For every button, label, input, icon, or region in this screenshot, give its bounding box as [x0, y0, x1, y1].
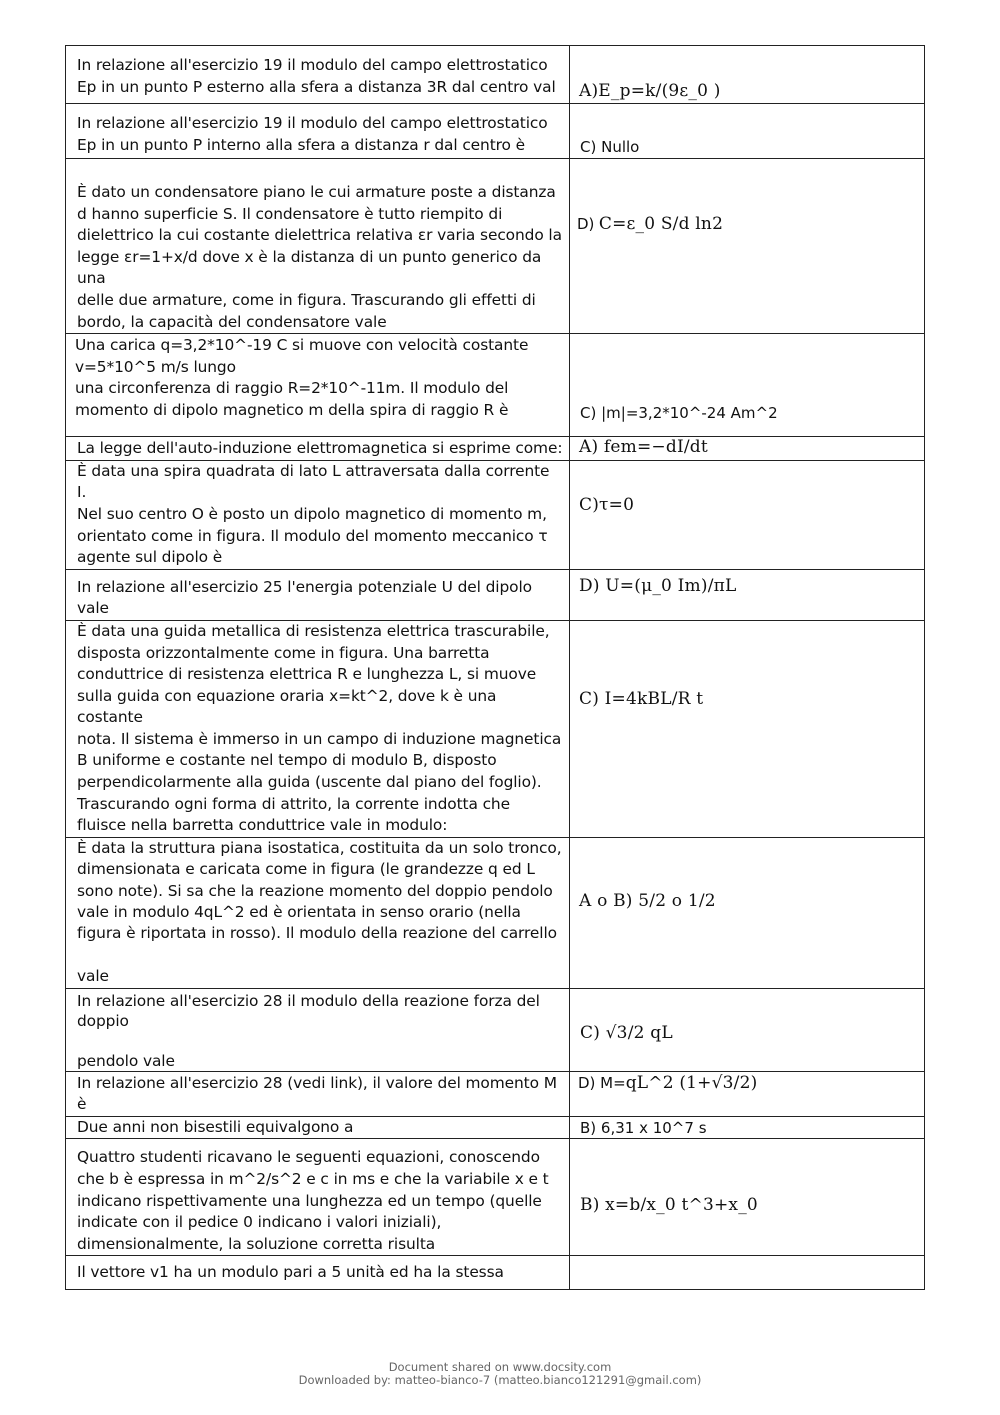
answer-cell	[570, 1139, 925, 1256]
answer-cell	[570, 1071, 925, 1116]
table-row	[66, 569, 925, 620]
question-text: Una carica q=3,2*10^-19 C si muove con velocità costante v=5*10^5 m/s lungo una circonferenza di raggio R=2*10^-11m. Il modulo del momento di dipolo magnetico m della spira di raggio R è	[75, 336, 529, 419]
answer-prefix: D)	[577, 215, 595, 233]
answer-text: A)E_p=k/(9ε_0 )	[579, 81, 721, 101]
table-row	[66, 334, 925, 437]
answer-text: A o B) 5/2 o 1/2	[579, 890, 716, 911]
question-text: In relazione all'esercizio 19 il modulo del campo elettrostatico Ep in un punto P interno alla sfera a distanza r dal centro è	[77, 114, 548, 154]
question-text: La legge dell'auto-induzione elettromagnetica si esprime come:	[77, 439, 563, 458]
question-cell	[66, 1071, 570, 1116]
question-text: Il vettore v1 ha un modulo pari a 5 unità ed ha la stessa	[77, 1263, 504, 1282]
answer-formula: qL^2 (1+√3/2)	[625, 1072, 758, 1093]
question-cell	[66, 988, 570, 1071]
answer-text	[578, 1073, 757, 1093]
question-answer-table	[65, 45, 925, 1290]
table-row	[66, 1071, 925, 1116]
answer-text: C) I=4kBL/R t	[579, 688, 704, 709]
answer-cell	[570, 620, 925, 837]
answer-text: B) x=b/x_0 t^3+x_0	[580, 1195, 758, 1216]
table-row	[66, 1139, 925, 1256]
answer-cell	[570, 837, 925, 988]
table-row	[66, 620, 925, 837]
answer-prefix: D) M=	[578, 1073, 626, 1092]
question-text: Quattro studenti ricavano le seguenti equazioni, conoscendo che b è espressa in m^2/s^2 e c in ms e che la variabile x e t indicano rispettivamente una lunghezza ed un tempo (quelle indicate con il pedice 0 indicano i valori iniziali), dimensionalmente, la soluzione corretta risulta	[77, 1148, 549, 1253]
question-text: In relazione all'esercizio 19 il modulo del campo elettrostatico Ep in un punto P esterno alla sfera a distanza 3R dal centro val	[77, 56, 556, 96]
question-text: Due anni non bisestili equivalgono a	[77, 1117, 354, 1136]
answer-cell	[570, 1116, 925, 1139]
table-row	[66, 1256, 925, 1290]
question-cell	[66, 460, 570, 569]
answer-cell	[570, 988, 925, 1071]
answer-formula: C=ε_0 S/d ln2	[598, 214, 724, 234]
table-row	[66, 159, 925, 334]
footer-download-notice: Downloaded by: matteo-bianco-7 (matteo.bianco121291@gmail.com)	[298, 1373, 702, 1387]
question-cell	[66, 159, 570, 334]
answer-text	[577, 214, 723, 234]
table-row	[66, 437, 925, 461]
question-text: In relazione all'esercizio 28 il modulo della reazione forza del doppio pendolo vale	[77, 991, 540, 1070]
question-cell	[66, 334, 570, 437]
table-row	[66, 837, 925, 988]
table-row	[66, 988, 925, 1071]
answer-cell	[570, 334, 925, 437]
answer-text: C) Nullo	[580, 138, 640, 156]
table-row	[66, 104, 925, 159]
answer-cell	[570, 569, 925, 620]
question-cell	[66, 620, 570, 837]
question-cell	[66, 1256, 570, 1290]
question-cell	[66, 1116, 570, 1139]
answer-text: B) 6,31 x 10^7 s	[580, 1118, 707, 1137]
answer-cell	[570, 437, 925, 461]
question-text: È dato un condensatore piano le cui armature poste a distanza d hanno superficie S. Il condensatore è tutto riempito di dielettrico la cui costante dielettrica relativa εr varia secondo la legge εr=1+x/d dove x è la distanza di un punto generico da una delle due armature, come in figura. Trascurando gli effetti di bordo, la capacità del condensatore vale	[77, 183, 562, 331]
question-text: In relazione all'esercizio 28 (vedi link), il valore del momento M è	[77, 1073, 557, 1114]
question-cell	[66, 1139, 570, 1256]
table-row	[66, 46, 925, 104]
question-text: È data una guida metallica di resistenza elettrica trascurabile, disposta orizzontalmente come in figura. Una barretta conduttrice di resistenza elettrica R e lunghezza L, si muove sulla guida con equazione oraria x=kt^2, dove k è una costante nota. Il sistema è immerso in un campo di induzione magnetica B uniforme e costante nel tempo di modulo B, disposto perpendicolarmente alla guida (uscente dal piano del foglio). Trascurando ogni forma di attrito, la corrente indotta che fluisce nella barretta conduttrice vale in modulo:	[77, 621, 562, 835]
footer-shared-notice: Document shared on www.docsity.com	[388, 1360, 612, 1374]
answer-cell	[570, 1256, 925, 1290]
answer-text: C)τ=0	[579, 494, 635, 515]
question-cell	[66, 837, 570, 988]
question-cell	[66, 437, 570, 461]
answer-cell	[570, 159, 925, 334]
answer-text: C) √3/2 qL	[580, 1022, 673, 1043]
question-text: È data una spira quadrata di lato L attraversata dalla corrente I. Nel suo centro O è posto un dipolo magnetico di momento m, orientato come in figura. Il modulo del momento meccanico τ agente sul dipolo è	[77, 461, 550, 567]
question-cell	[66, 569, 570, 620]
question-cell	[66, 46, 570, 104]
answer-cell	[570, 46, 925, 104]
answer-cell	[570, 104, 925, 159]
question-text: In relazione all'esercizio 25 l'energia potenziale U del dipolo vale	[77, 577, 532, 618]
answer-text: A) fem=−dI/dt	[579, 437, 708, 458]
table-row	[66, 460, 925, 569]
table-row	[66, 1116, 925, 1139]
answer-text: C) |m|=3,2*10^-24 Am^2	[580, 404, 778, 423]
question-cell	[66, 104, 570, 159]
answer-text: D) U=(μ_0 Im)/πL	[579, 575, 737, 596]
answer-cell	[570, 460, 925, 569]
question-text: È data la struttura piana isostatica, costituita da un solo tronco, dimensionata e caricata come in figura (le grandezze q ed L sono note). Si sa che la reazione momento del doppio pendolo vale in modulo 4qL^2 ed è orientata in senso orario (nella figura è riportata in rosso). Il modulo della reazione del carrello vale	[77, 838, 562, 986]
